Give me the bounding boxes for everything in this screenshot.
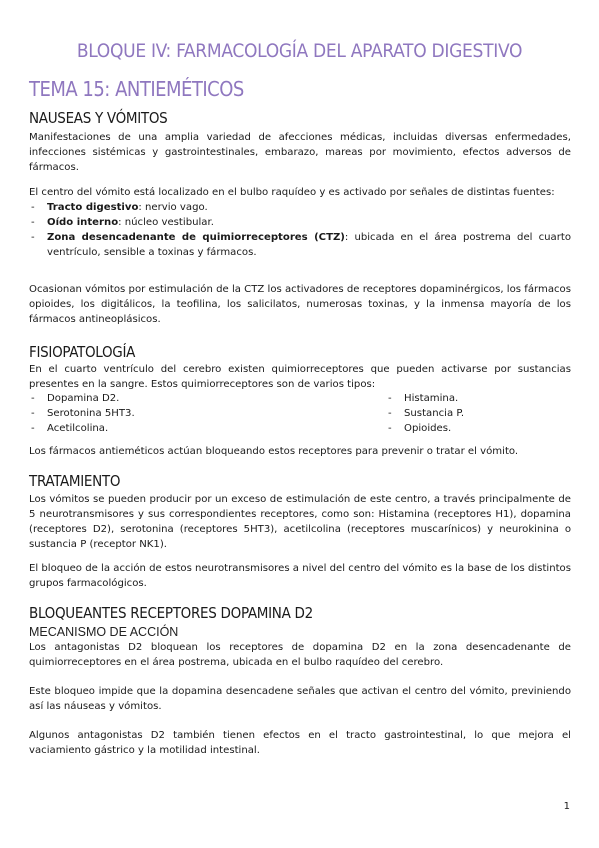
section-heading-bloqueantes-d2: BLOQUEANTES RECEPTORES DOPAMINA D2: [29, 604, 313, 622]
section-bloqueantes-body-2: [29, 684, 571, 714]
section-bloqueantes-body: [29, 640, 571, 670]
section-nauseas-body: [29, 130, 571, 175]
paragraph: Los fármacos antieméticos actúan bloqueando estos receptores para prevenir o tratar el vómito.: [29, 446, 519, 457]
section-tratamiento-body-2: [29, 561, 571, 591]
paragraph: El centro del vómito está localizado en el bulbo raquídeo y es activado por señales de distintas fuentes:: [29, 187, 555, 198]
subsection-heading-mecanismo: MECANISMO DE ACCIÓN: [29, 625, 179, 639]
paragraph: Ocasionan vómitos por estimulación de la CTZ los activadores de receptores dopaminérgicos, los fármacos opioides, los digitálicos, la teofilina, los salicilatos, numerosas toxinas, y la inmensa mayoría de los fármacos antineoplásicos.: [29, 284, 571, 325]
section-heading-fisiopatologia: FISIOPATOLOGÍA: [29, 343, 136, 361]
section-fisiopatologia-body: [29, 362, 571, 392]
document-title: BLOQUE IV: FARMACOLOGÍA DEL APARATO DIGESTIVO: [76, 40, 523, 62]
section-heading-tratamiento: TRATAMIENTO: [29, 472, 121, 490]
list-item: - Tracto digestivo: nervio vago.: [29, 200, 571, 215]
receptor-list-right: [386, 391, 571, 436]
paragraph: El bloqueo de la acción de estos neurotransmisores a nivel del centro del vómito es la base de los distintos grupos farmacológicos.: [29, 563, 571, 589]
receptor-list-left: [29, 391, 349, 436]
list-item: - Opioides.: [386, 421, 571, 436]
section-fisiopatologia-conclusion: [29, 444, 571, 459]
section-bloqueantes-body-3: [29, 728, 571, 758]
section-nauseas-sources: [29, 185, 571, 260]
topic-title: TEMA 15: ANTIEMÉTICOS: [29, 77, 244, 101]
page-number: 1: [563, 801, 570, 812]
paragraph: Los antagonistas D2 bloquean los receptores de dopamina D2 en la zona desencadenante de quimiorreceptores en el área postrema, ubicada en el bulbo raquídeo del cerebro.: [29, 642, 571, 668]
list-item: - Zona desencadenante de quimiorreceptores (CTZ): ubicada en el área postrema del cuarto ventrículo, sensible a toxinas y fármacos.: [29, 230, 571, 260]
paragraph: En el cuarto ventrículo del cerebro existen quimiorreceptores que pueden activarse por sustancias presentes en la sangre. Estos quimiorreceptores son de varios tipos:: [29, 364, 571, 390]
list-item: - Serotonina 5HT3.: [29, 406, 349, 421]
section-nauseas-ctz: [29, 282, 571, 327]
list-item: - Histamina.: [386, 391, 571, 406]
section-tratamiento-body: [29, 492, 571, 552]
paragraph: Algunos antagonistas D2 también tienen efectos en el tracto gastrointestinal, lo que mejora el vaciamiento gástrico y la motilidad intestinal.: [29, 730, 571, 756]
paragraph: Este bloqueo impide que la dopamina desencadene señales que activan el centro del vómito, previniendo así las náuseas y vómitos.: [29, 686, 571, 712]
list-item: - Sustancia P.: [386, 406, 571, 421]
receptor-columns: [29, 391, 571, 436]
paragraph: Los vómitos se pueden producir por un exceso de estimulación de este centro, a través principalmente de 5 neurotransmisores y sus correspondientes receptores, como son: Histamina (receptores H1), dopamina (receptores D2), serotonina (receptores 5HT3), acetilcolina (receptores muscarínicos) y neurokinina o sustancia P (receptor NK1).: [29, 494, 571, 550]
list-item: - Acetilcolina.: [29, 421, 349, 436]
sources-list: [29, 200, 571, 260]
list-item: - Oído interno: núcleo vestibular.: [29, 215, 571, 230]
list-item: - Dopamina D2.: [29, 391, 349, 406]
section-heading-nauseas: NAUSEAS Y VÓMITOS: [29, 109, 168, 127]
paragraph: Manifestaciones de una amplia variedad de afecciones médicas, incluidas diversas enfermedades, infecciones sistémicas y gastrointestinales, embarazo, mareas por movimiento, efectos adversos de fármacos.: [29, 132, 571, 173]
